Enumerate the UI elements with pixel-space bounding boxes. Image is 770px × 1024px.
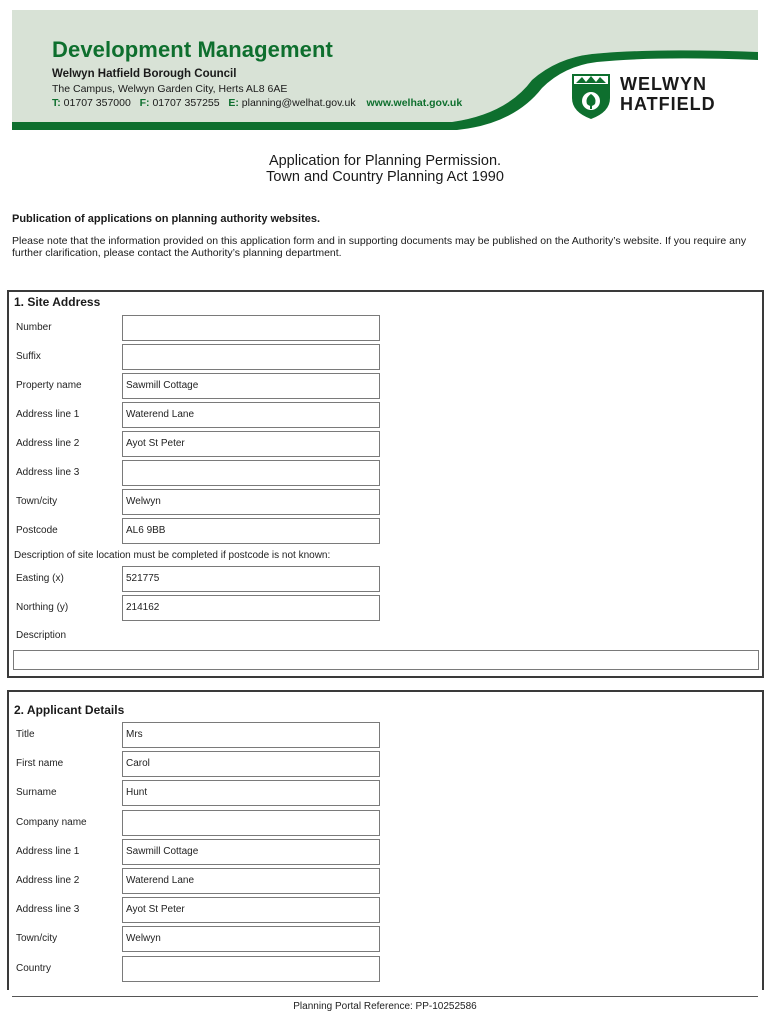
field-label: Company name [16,817,87,828]
council-name: Welwyn Hatfield Borough Council [52,68,237,80]
property-name-field[interactable]: Sawmill Cottage [122,373,380,399]
publication-heading: Publication of applications on planning authority websites. [12,213,321,225]
tel-value: 01707 357000 [63,97,131,109]
number-field[interactable] [122,315,380,341]
suffix-field[interactable] [122,344,380,370]
town-city-field[interactable]: Welwyn [122,489,380,515]
field-label: Address line 3 [16,467,80,478]
location-note: Description of site location must be completed if postcode is not known: [14,550,331,561]
address-line-2-field[interactable]: Waterend Lane [122,868,380,894]
field-label: Number [16,322,52,333]
shield-icon [570,72,612,120]
form-row [9,373,762,399]
easting-field[interactable]: 521775 [122,566,380,592]
email-value[interactable]: planning@welhat.gov.uk [241,97,356,109]
company-name-field[interactable] [122,810,380,836]
field-label: Postcode [16,525,58,536]
form-row [9,722,762,748]
form-row [9,460,762,486]
address-line-3-field[interactable] [122,460,380,486]
council-contact [52,97,462,109]
section-heading: 2. Applicant Details [14,703,125,717]
form-row [9,489,762,515]
form-row [9,839,762,865]
document-title-line-2: Town and Country Planning Act 1990 [266,169,504,185]
website-link[interactable]: www.welhat.gov.uk [366,97,463,109]
form-row [9,431,762,457]
logo-line-2: HATFIELD [620,94,716,114]
form-row [9,956,762,982]
applicant-details-section [7,690,764,990]
title-field[interactable]: Mrs [122,722,380,748]
portal-reference: Planning Portal Reference: PP-10252586 [293,1001,477,1012]
town-city-field[interactable]: Welwyn [122,926,380,952]
logo-line-1: WELWYN [620,74,707,94]
form-row [9,518,762,544]
field-label: Surname [16,787,57,798]
document-title [0,153,770,185]
northing-field[interactable]: 214162 [122,595,380,621]
description-field[interactable] [13,650,759,670]
field-label: Address line 1 [16,846,80,857]
form-row [9,751,762,777]
field-label: Property name [16,380,82,391]
address-line-2-field[interactable]: Ayot St Peter [122,431,380,457]
field-label: Address line 1 [16,409,80,420]
logo-wordmark [620,74,716,114]
form-row [9,926,762,952]
postcode-field[interactable]: AL6 9BB [122,518,380,544]
email-label: E: [228,97,239,109]
form-row [9,897,762,923]
field-label: Town/city [16,933,58,944]
field-label: Address line 2 [16,875,80,886]
publication-note: Please note that the information provided on this application form and in supporting documents may be published on the Authority’s website. If you require any further clarification, please contact the Authority’s planning department. [12,235,747,259]
banner-title: Development Management [52,37,333,62]
footer-divider [12,996,758,997]
form-row [9,868,762,894]
field-label: Northing (y) [16,602,69,613]
description-label: Description [16,630,67,641]
site-address-section [7,290,764,678]
address-line-1-field[interactable]: Sawmill Cottage [122,839,380,865]
form-row [9,566,762,592]
form-row [9,810,762,836]
form-row [9,595,762,621]
council-address: The Campus, Welwyn Garden City, Herts AL8 6AE [52,83,288,95]
tel-label: T: [52,97,61,109]
field-label: Title [16,729,35,740]
field-label: Address line 3 [16,904,80,915]
fax-value: 01707 357255 [152,97,220,109]
form-row [9,315,762,341]
field-label: Address line 2 [16,438,80,449]
address-line-3-field[interactable]: Ayot St Peter [122,897,380,923]
form-row [9,402,762,428]
section-heading: 1. Site Address [14,295,101,309]
form-row [9,344,762,370]
field-label: Suffix [16,351,41,362]
header-banner [12,10,758,130]
document-title-line-1: Application for Planning Permission. [268,153,502,169]
field-label: First name [16,758,64,769]
welwyn-hatfield-logo [570,72,750,122]
field-label: Country [16,963,52,974]
fax-label: F: [139,97,150,109]
field-label: Town/city [16,496,58,507]
country-field[interactable] [122,956,380,982]
surname-field[interactable]: Hunt [122,780,380,806]
form-row [9,780,762,806]
address-line-1-field[interactable]: Waterend Lane [122,402,380,428]
first-name-field[interactable]: Carol [122,751,380,777]
field-label: Easting (x) [16,573,64,584]
